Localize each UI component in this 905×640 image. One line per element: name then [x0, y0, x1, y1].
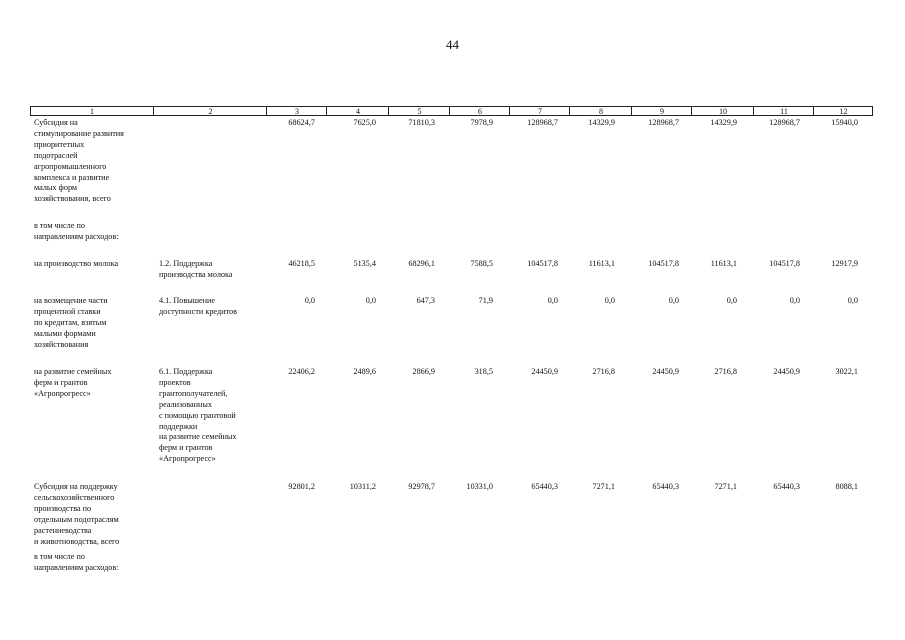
table-cell: 65440,3 — [652, 482, 679, 491]
column-header: 4 — [326, 107, 389, 116]
program-name: 6.1. Поддержка проектов грантополучателей, реализованных с помощью грантовой поддержки на развитие семейных ферм и грантов «Агропрогресс» — [159, 367, 237, 464]
row-name: Субсидия на поддержку сельскохозяйственного производства по отдельным подотраслям растениеводства и животноводства, всего — [34, 482, 120, 546]
row-name: на производство молока — [34, 259, 119, 268]
row-name: в том числе по направлениям расходов: — [34, 221, 119, 241]
table-cell: 0,0 — [604, 296, 615, 305]
column-header: 5 — [388, 107, 450, 116]
table-cell: 2716,8 — [592, 367, 615, 376]
row-name: на возмещение части процентной ставки по кредитам, взятым малыми формами хозяйствования — [34, 296, 108, 349]
table-cell: 0,0 — [365, 296, 376, 305]
page-number: 44 — [446, 37, 459, 52]
table-cell: 12917,9 — [831, 259, 858, 268]
table-cell: 65440,3 — [531, 482, 558, 491]
column-header: 8 — [569, 107, 632, 116]
table-cell: 14329,9 — [710, 118, 737, 127]
table-cell: 7978,9 — [470, 118, 493, 127]
program-name: 1.2. Поддержка производства молока — [159, 259, 233, 279]
table-cell: 7271,1 — [592, 482, 615, 491]
table-cell: 2716,8 — [714, 367, 737, 376]
table-cell: 0,0 — [847, 296, 858, 305]
program-name: 4.1. Повышение доступности кредитов — [159, 296, 237, 316]
table-cell: 104517,8 — [769, 259, 800, 268]
column-header: 6 — [449, 107, 510, 116]
table-cell: 65440,3 — [773, 482, 800, 491]
table-cell: 71,9 — [478, 296, 493, 305]
table-cell: 3022,1 — [835, 367, 858, 376]
table-cell: 7271,1 — [714, 482, 737, 491]
table-cell: 92801,2 — [288, 482, 315, 491]
table-cell: 128968,7 — [527, 118, 558, 127]
table-header-row — [30, 106, 873, 116]
table-cell: 71810,3 — [408, 118, 435, 127]
table-cell: 5135,4 — [353, 259, 376, 268]
table-cell: 7625,0 — [353, 118, 376, 127]
table-cell: 22406,2 — [288, 367, 315, 376]
table-cell: 68624,7 — [288, 118, 315, 127]
table-cell: 318,5 — [474, 367, 493, 376]
row-name: в том числе по направлениям расходов: — [34, 552, 119, 572]
table-cell: 647,3 — [416, 296, 435, 305]
table-cell: 7588,5 — [470, 259, 493, 268]
table-cell: 0,0 — [726, 296, 737, 305]
column-header: 1 — [90, 107, 94, 116]
table-cell: 24450,9 — [652, 367, 679, 376]
table-cell: 68296,1 — [408, 259, 435, 268]
row-name: на развитие семейных ферм и грантов «Агропрогресс» — [34, 367, 112, 398]
column-header: 11 — [753, 107, 814, 116]
table-cell: 2489,6 — [353, 367, 376, 376]
table-cell: 0,0 — [547, 296, 558, 305]
table-cell: 104517,8 — [648, 259, 679, 268]
column-header: 3 — [266, 107, 327, 116]
column-header: 10 — [691, 107, 754, 116]
table-cell: 0,0 — [304, 296, 315, 305]
column-header: 7 — [509, 107, 570, 116]
table-cell: 92978,7 — [408, 482, 435, 491]
table-cell: 24450,9 — [531, 367, 558, 376]
row-name: Субсидия на стимулирование развития приоритетных подотраслей агропромышленного комплекса и развитие малых форм хозяйствования, всего — [34, 118, 124, 204]
table-cell: 128968,7 — [648, 118, 679, 127]
table-cell: 11613,1 — [588, 259, 615, 268]
column-header: 2 — [153, 107, 267, 116]
table-cell: 24450,9 — [773, 367, 800, 376]
table-cell: 104517,8 — [527, 259, 558, 268]
column-header: 9 — [631, 107, 692, 116]
table-cell: 2866,9 — [412, 367, 435, 376]
column-header: 12 — [813, 107, 873, 116]
table-cell: 14329,9 — [588, 118, 615, 127]
table-cell: 128968,7 — [769, 118, 800, 127]
table-cell: 0,0 — [789, 296, 800, 305]
table-cell: 10311,2 — [349, 482, 376, 491]
table-cell: 46218,5 — [288, 259, 315, 268]
table-cell: 8088,1 — [835, 482, 858, 491]
table-cell: 15940,0 — [831, 118, 858, 127]
table-cell: 10331,0 — [466, 482, 493, 491]
table-cell: 0,0 — [668, 296, 679, 305]
table-cell: 11613,1 — [710, 259, 737, 268]
